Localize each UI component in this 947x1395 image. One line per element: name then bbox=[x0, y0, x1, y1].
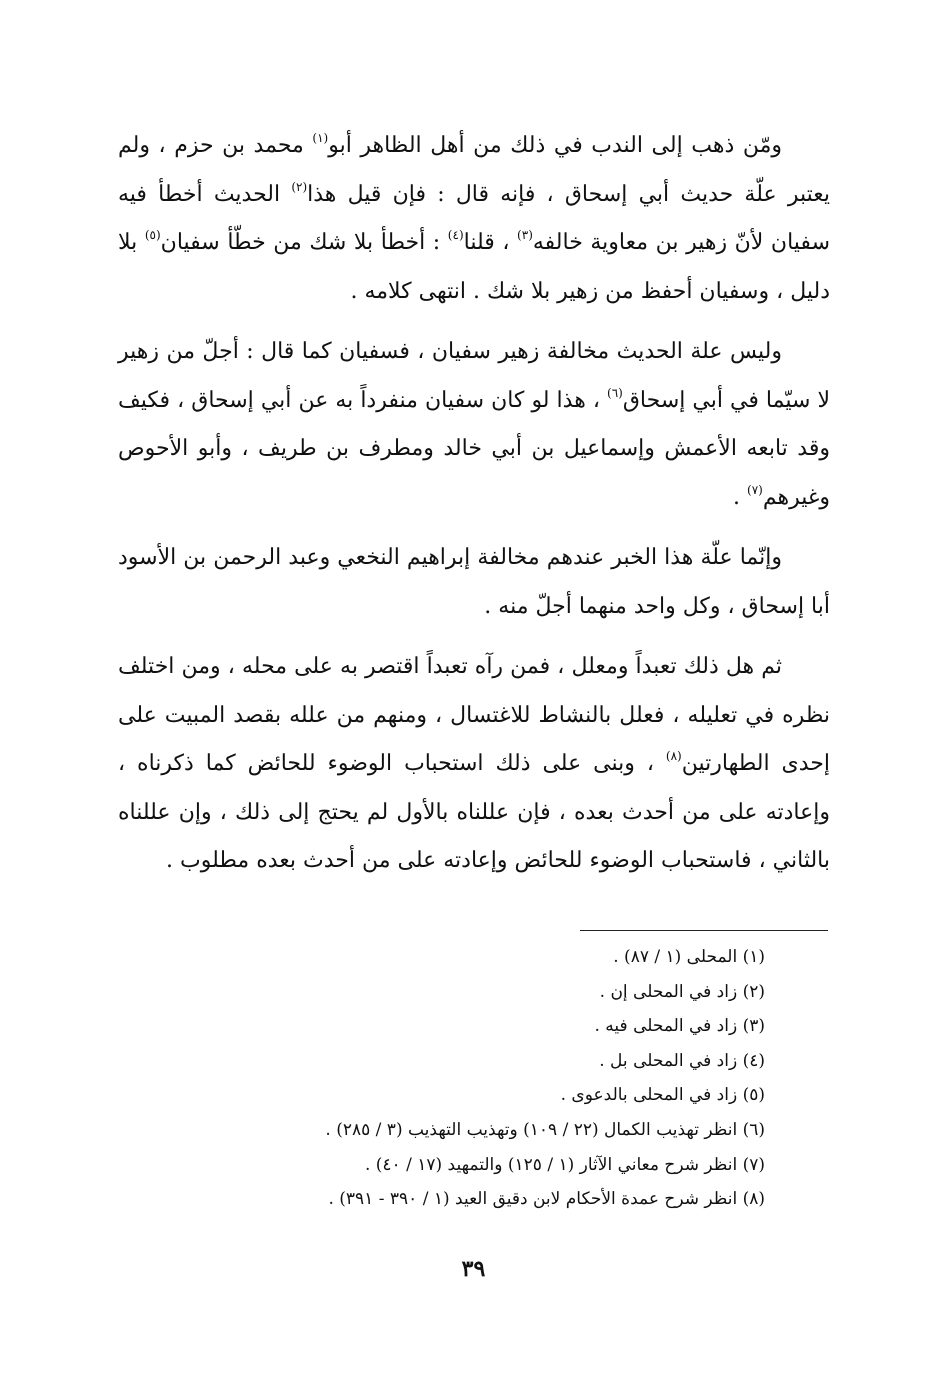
footnote: (١) المحلى (١ / ٨٧) . bbox=[613, 947, 765, 967]
footnote: (٥) زاد في المحلى بالدعوى . bbox=[560, 1085, 765, 1106]
footnote-marker: (٤) bbox=[447, 228, 464, 242]
footnote-marker: (١) bbox=[312, 131, 329, 145]
footnote: (٤) زاد في المحلى بل . bbox=[599, 1050, 765, 1071]
footnote-marker: (٥) bbox=[144, 228, 161, 242]
footnote: (٦) انظر تهذيب الكمال (٢٢ / ١٠٩) وتهذيب التهذيب (٣ / ٢٨٥) . bbox=[325, 1119, 765, 1140]
text-run: محمد بن حزم ، ولم يعتبر علّة حديث أبي إسحاق ، فإنه قال : فإن قيل هذا bbox=[118, 133, 830, 207]
text-run: : أخطأ بلا شك من خطّأ سفيان bbox=[160, 230, 448, 255]
paragraph bbox=[118, 643, 830, 886]
text-run: وليس علة الحديث مخالفة زهير سفيان ، فسفيان كما قال : أجلّ من زهير لا سيّما في أبي إسحاق bbox=[118, 339, 831, 413]
text-run: ثم هل ذلك تعبداً ومعلل ، فمن رآه تعبداً اقتصر به على محله ، ومن اختلف نظره في تعليله ، فعلل بالنشاط للاغتسال ، ومنهم من علله بقصد المبيت على إحدى الطهارتين bbox=[118, 654, 831, 776]
text-run: ومّن ذهب إلى الندب في ذلك من أهل الظاهر أبو bbox=[328, 133, 782, 158]
footnote-separator bbox=[580, 930, 828, 931]
footnote-marker: (٧) bbox=[747, 482, 763, 497]
footnotes-list bbox=[118, 940, 765, 1217]
text-run: ، وبنى على ذلك استحباب الوضوء للحائض كما ذكرناه ، وإعادته على من أحدث بعده ، فإن عللناه بالأول لم يحتج إلى ذلك ، وإن عللناه بالثاني ، فاستحباب الوضوء للحائض وإعادته على من أحدث بعده مطلوب . bbox=[118, 751, 830, 873]
footnote: (٧) انظر شرح معاني الآثار (١ / ١٢٥) والتمهيد (١٧ / ٤٠) . bbox=[364, 1154, 765, 1175]
paragraph bbox=[118, 534, 830, 631]
text-run: الحديث أخطأ فيه سفيان لأنّ زهير بن معاوية خالفه bbox=[118, 181, 830, 255]
footnote-marker: (٨) bbox=[665, 749, 682, 763]
main-text bbox=[118, 122, 830, 898]
footnote: (٨) انظر شرح عمدة الأحكام لابن دقيق العيد (١ / ٣٩٠ - ٣٩١) . bbox=[328, 1189, 765, 1210]
footnote: (٢) زاد في المحلى إن . bbox=[599, 981, 765, 1002]
footnote: (٣) زاد في المحلى فيه . bbox=[594, 1016, 765, 1037]
paragraph bbox=[118, 122, 830, 316]
page-number: ٣٩ bbox=[461, 1256, 486, 1282]
footnote-marker: (٢) bbox=[291, 179, 308, 194]
text-run: . bbox=[733, 484, 748, 510]
footnote-marker: (٦) bbox=[607, 385, 623, 400]
text-run: وإنّما علّة هذا الخبر عندهم مخالفة إبراهيم النخعي وعبد الرحمن بن الأسود أبا إسحاق ، وكل واحد منهما أجلّ منه . bbox=[118, 545, 830, 619]
paragraph bbox=[118, 328, 830, 522]
text-run: بلا دليل ، وسفيان أحفظ من زهير بلا شك . انتهى كلامه . bbox=[118, 230, 830, 304]
footnote-marker: (٣) bbox=[517, 228, 533, 242]
text-run: ، قلنا bbox=[463, 230, 518, 255]
text-run: ، هذا لو كان سفيان منفرداً به عن أبي إسحاق ، فكيف وقد تابعه الأعمش وإسماعيل بن أبي خالد ومطرف بن طريف ، وأبو الأحوص وغيرهم bbox=[118, 387, 830, 510]
